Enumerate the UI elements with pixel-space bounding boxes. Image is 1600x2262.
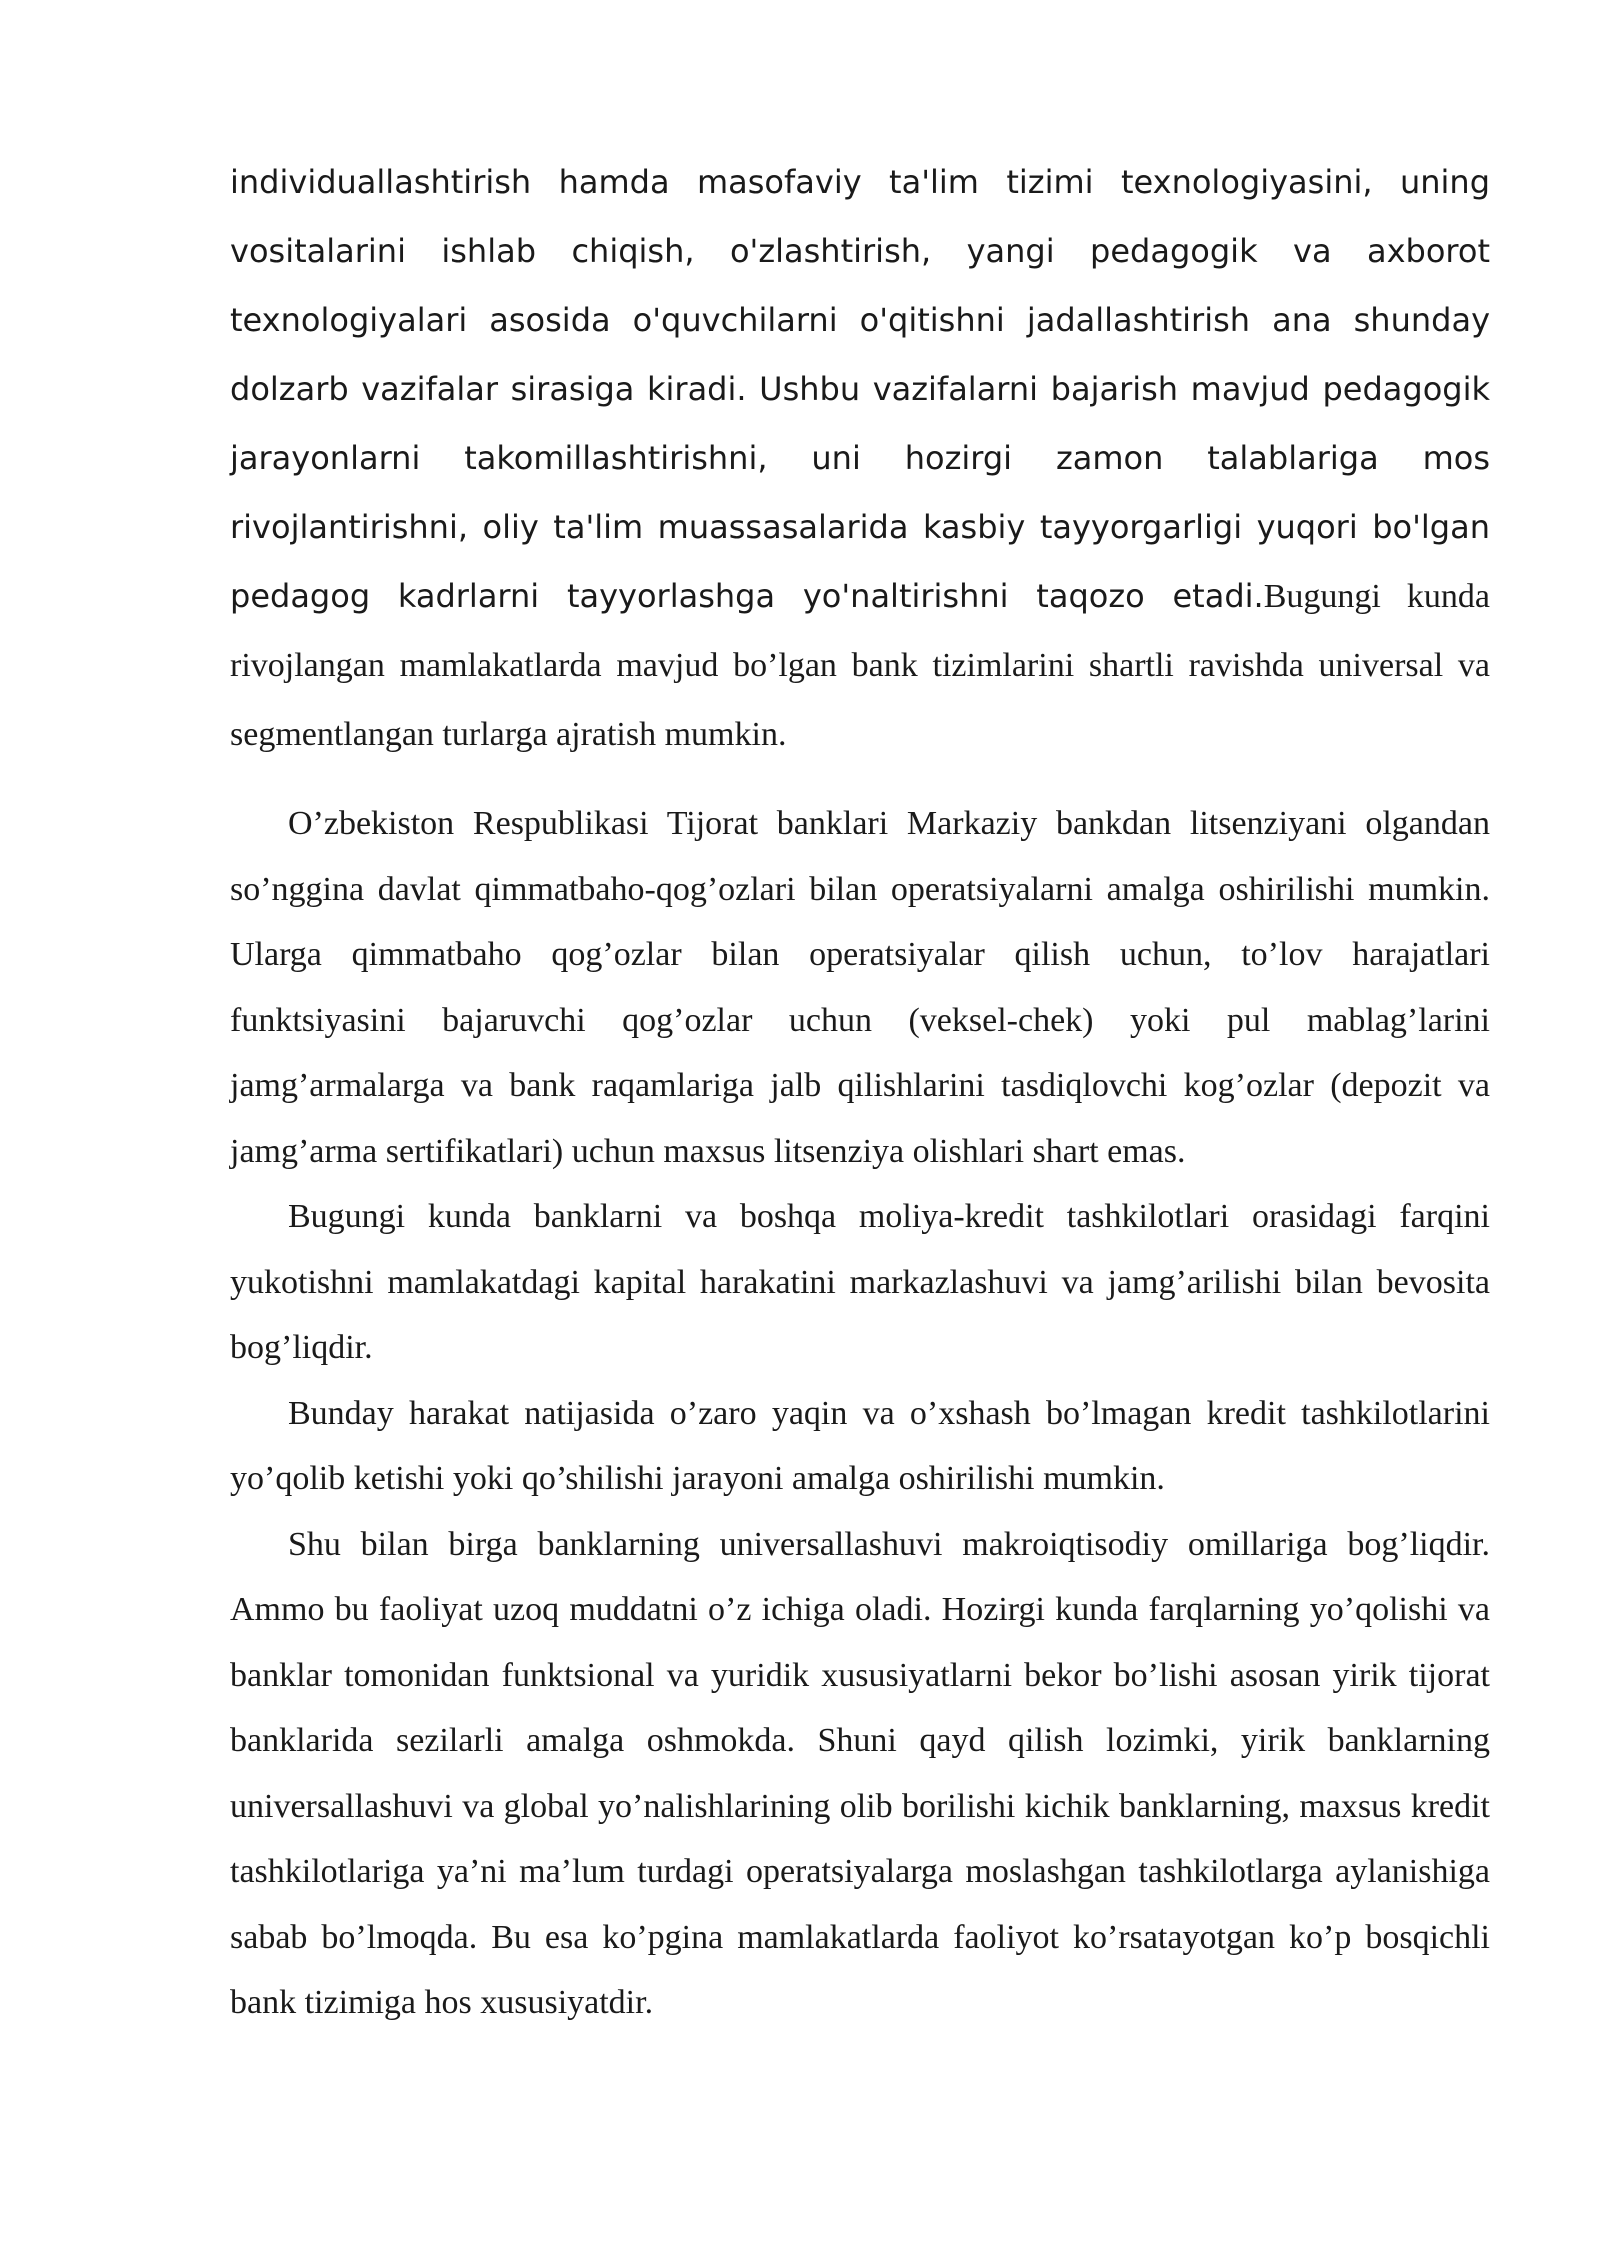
paragraph-5: Shu bilan birga banklarning universallashuvi makroiqtisodiy omillariga bog’liqdir. Ammo bu faoliyat uzoq muddatni o’z ichiga oladi. Hozirgi kunda farqlarning yo’qolishi va banklar tomonidan funktsional va yuridik xususiyatlarni bekor bo’lishi asosan yirik tijorat banklarida sezilarli amalga oshmokda. Shuni qayd qilish lozimki, yirik banklarning universallashuvi va global yo’nalishlarining olib borilishi kichik banklarning, maxsus kredit tashkilotlariga ya’ni ma’lum turdagi operatsiyalarga moslashgan tashkilotlarga aylanishiga sabab bo’lmoqda. Bu esa ko’pgina mamlakatlarda faoliyot ko’rsatayotgan ko’p bosqichli bank tizimiga hos xususiyatdir. (230, 1525, 1490, 2021)
paragraph-4: Bunday harakat natijasida o’zaro yaqin va o’xshash bo’lmagan kredit tashkilotlarini yo’qolib ketishi yoki qo’shilishi jarayoni amalga oshirilishi mumkin. (230, 1394, 1490, 1497)
paragraph-3: Bugungi kunda banklarni va boshqa moliya-kredit tashkilotlari orasidagi farqini yukotishni mamlakatdagi kapital harakatini markazlashuvi va jamg’arilishi bilan bevosita bog’liqdir. (230, 1198, 1490, 1366)
paragraph-1 (230, 148, 1490, 769)
document-body (230, 148, 1490, 2036)
paragraph-2: O’zbekiston Respublikasi Tijorat banklari Markaziy bankdan litsenziyani olgandan so’nggina davlat qimmatbaho-qog’ozlari bilan operatsiyalarni amalga oshirilishi mumkin. Ularga qimmatbaho qog’ozlar bilan operatsiyalar qilish uchun, to’lov harajatlari funktsiyasini bajaruvchi qog’ozlar uchun (veksel-chek) yoki pul mablag’larini jamg’armalarga va bank raqamlariga jalb qilishlarini tasdiqlovchi kog’ozlar (depozit va jamg’arma sertifikatlari) uchun maxsus litsenziya olishlari shart emas. (230, 805, 1490, 1170)
paragraph-1-serif-text: Bugungi kunda rivojlangan mamlakatlarda mavjud bo’lgan bank tizimlarini shartli ravishda universal va segmentlangan turlarga ajratish mumkin. (230, 578, 1491, 753)
paragraph-1-sans-text: individuallashtirish hamda masofaviy ta'lim tizimi texnologiyasini, uning vositalarini ishlab chiqish, o'zlashtirish, yangi pedagogik va axborot texnologiyalari asosida o'quvchilarni o'qitishni jadallashtirish ana shunday dolzarb vazifalar sirasiga kiradi. Ushbu vazifalarni bajarish mavjud pedagogik jarayonlarni takomillashtirishni, uni hozirgi zamon talablariga mos rivojlantirishni, oliy ta'lim muassasalarida kasbiy tayyorgarligi yuqori bo'lgan pedagog kadrlarni tayyorlashga yo'naltirishni taqozo etadi. (230, 163, 1490, 615)
